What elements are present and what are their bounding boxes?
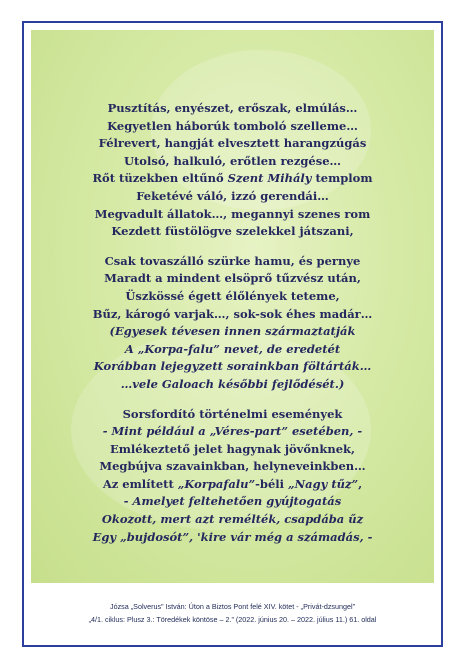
footer-line-author: Józsa „Solverus” István: Úton a Biztos Pont felé XIV. kötet - „Privát-dzsungel” <box>109 602 355 611</box>
poem-text: templom <box>315 171 373 186</box>
poem-line: Megbújva szavainkban, helyneveinkben… <box>99 459 366 474</box>
stanza-2 <box>31 253 434 394</box>
poem-line: Utolsó, halkuló, erőtlen rezgése… <box>123 153 342 168</box>
poem-line <box>31 476 434 494</box>
poem-line: Okozott, mert azt remélték, csapdába űz <box>101 512 364 527</box>
poem-text: „bujdosót” <box>120 529 190 544</box>
poem-text: , 'kire vár még a számadás, - <box>189 529 373 544</box>
poem-line: Kegyetlen háborúk tomboló szelleme… <box>107 118 358 133</box>
poem <box>31 100 434 558</box>
poem-line: Sorsfordító történelmi események <box>122 406 343 421</box>
footer-line-cycle: „4/1. ciklus: Plusz 3.: Töredékek köntöse – 2.” (2022. június 20. – 2022. július 11.) 61. oldal <box>88 615 377 624</box>
poem-line: Kezdett füstölögve szelekkel játszani, <box>111 224 354 239</box>
poem-line: (Egyesek tévesen innen származtatják <box>109 324 356 339</box>
poem-line <box>31 170 434 188</box>
poem-text: -béli <box>255 476 284 491</box>
poem-line: - Amelyet feltehetően gyújtogatás <box>123 494 342 509</box>
poem-text-italic: „Nagy tűz” <box>288 476 359 491</box>
poem-line: Megvadult állatok…, megannyi szenes rom <box>94 206 371 221</box>
poem-line: Bűz, károgó varjak…, sok-sok éhes madár… <box>92 306 373 321</box>
poem-line: A „Korpa-falu” nevet, de eredetét <box>124 341 341 356</box>
poem-text: Rőt tüzekben eltűnő <box>92 171 224 186</box>
poem-line: Üszkössé égett élőlények teteme, <box>125 288 340 303</box>
page-footer <box>31 600 434 626</box>
poem-line: Félrevert, hangját elvesztett harangzúgás <box>98 136 367 151</box>
poem-text: Egy <box>92 529 117 544</box>
stanza-1 <box>31 100 434 241</box>
poem-line: Pusztítás, enyészet, erőszak, elmúlás… <box>107 101 358 115</box>
poem-text-italic: Szent Mihály <box>227 171 312 186</box>
poem-line: Emlékeztető jelet hagynak jövőnknek, <box>109 441 355 456</box>
poem-line: - Mint például a „Véres-part” esetében, - <box>102 424 363 439</box>
stanza-3 <box>31 406 434 547</box>
poem-line <box>31 529 434 547</box>
poem-line: Csak tovaszálló szürke hamu, és pernye <box>104 253 361 268</box>
poem-line: Feketévé váló, izzó gerendái… <box>136 188 329 203</box>
poem-text: Az említett <box>102 476 174 491</box>
poem-text-italic: „Korpafalu” <box>177 476 256 491</box>
poem-line: Korábban lejegyzett sorainkban föltárták… <box>93 359 372 374</box>
poem-background <box>31 30 434 583</box>
poem-line: Maradt a mindent elsöprő tűzvész után, <box>104 271 361 286</box>
poem-line: …vele Galoach későbbi fejlődését.) <box>120 376 345 391</box>
poem-text: , <box>358 476 363 491</box>
